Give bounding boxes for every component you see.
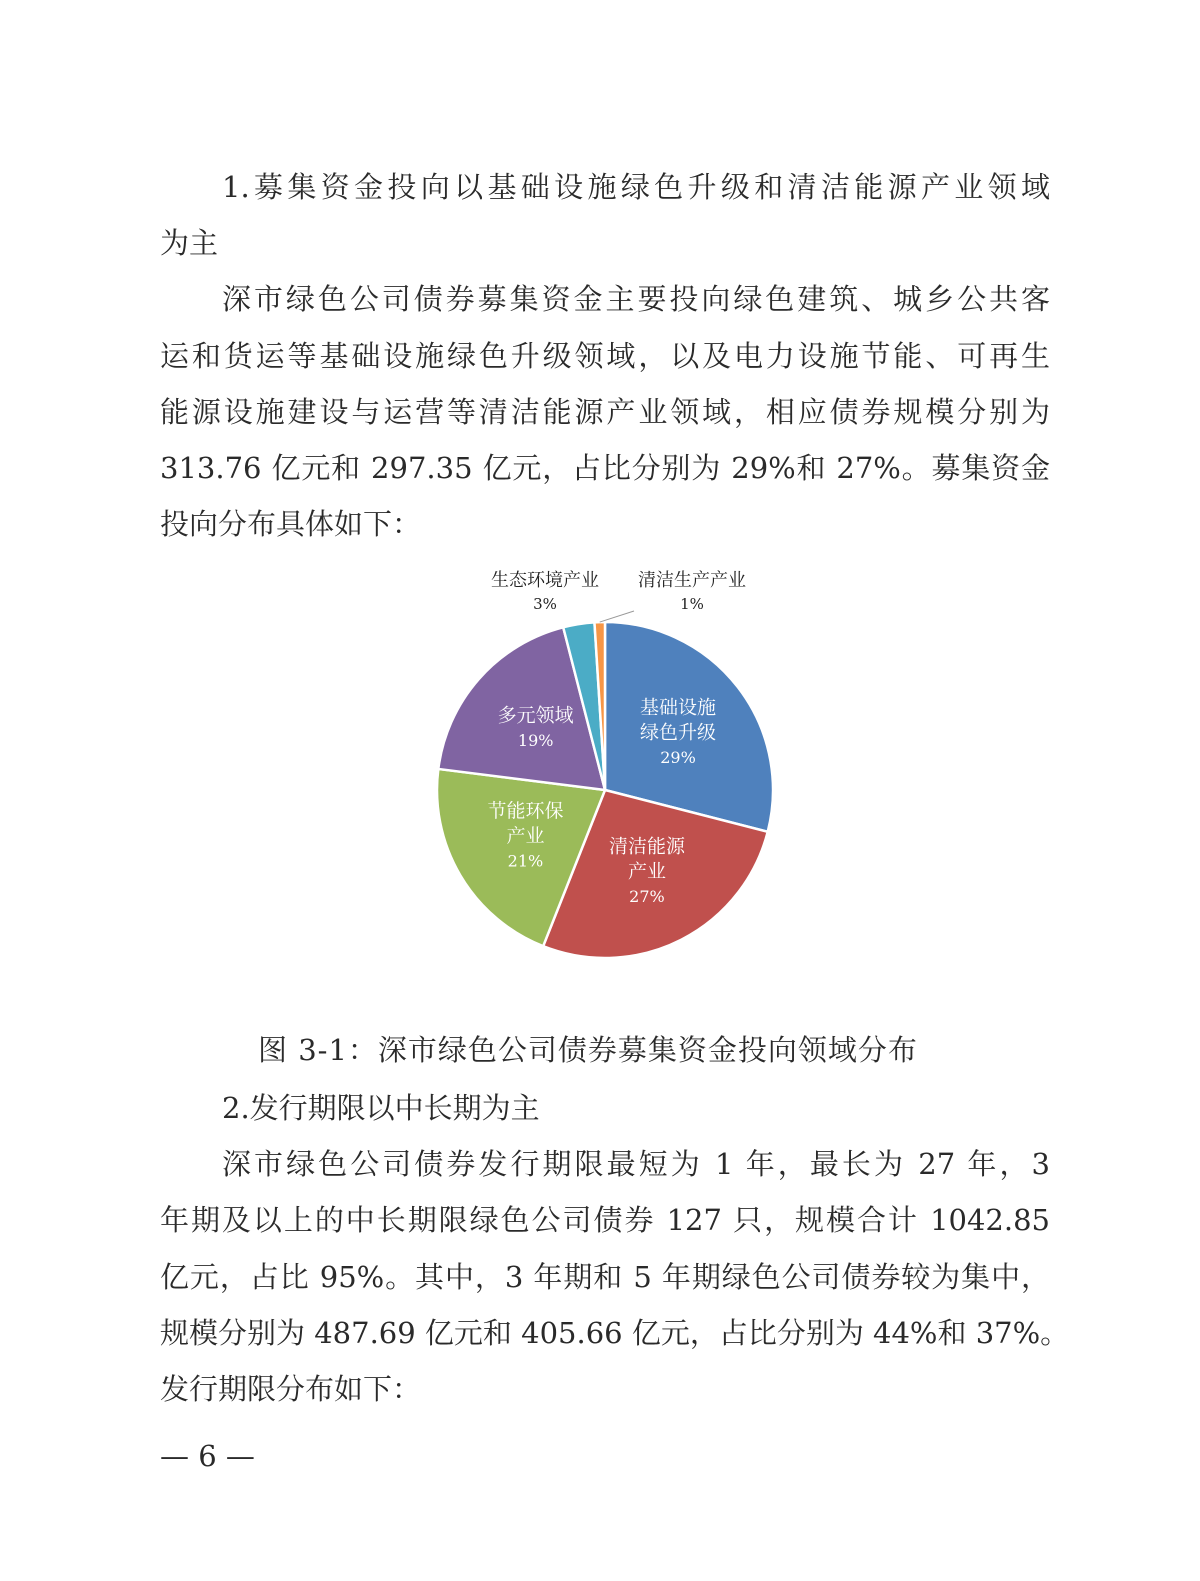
page-number: — 6 — <box>160 1439 255 1473</box>
section1-paragraph-line-4: 313.76 亿元和 297.35 亿元，占比分别为 29%和 27%。募集资金 <box>160 451 1050 485</box>
section1-paragraph-line-2: 运和货运等基础设施绿色升级领域，以及电力设施节能、可再生 <box>160 339 1050 373</box>
pie-percent-label: 21% <box>507 851 544 871</box>
pie-category-label: 清洁生产产业 <box>638 570 746 591</box>
section1-paragraph-line-1: 深市绿色公司债券募集资金主要投向绿色建筑、城乡公共客 <box>222 282 1050 316</box>
pie-percent-label: 27% <box>629 886 665 906</box>
section2-paragraph-line-4: 规模分别为 487.69 亿元和 405.66 亿元，占比分别为 44%和 37%。 <box>160 1316 1070 1350</box>
pie-slices <box>437 622 773 958</box>
pie-category-label: 多元领域 <box>497 704 574 727</box>
pie-percent-label: 3% <box>533 595 557 613</box>
section2-paragraph-line-1: 深市绿色公司债券发行期限最短为 1 年，最长为 27 年，3 <box>222 1147 1050 1181</box>
pie-category-label: 产业 <box>506 825 545 848</box>
pie-percent-label: 19% <box>517 730 554 750</box>
section1-heading-line-2: 为主 <box>160 226 219 260</box>
pie-category-label: 产业 <box>627 860 666 883</box>
pie-category-label: 绿色升级 <box>640 721 717 744</box>
pie-category-label: 生态环境产业 <box>491 570 599 591</box>
section2-heading: 2.发行期限以中长期为主 <box>222 1091 540 1125</box>
pie-percent-label: 1% <box>680 595 704 613</box>
pie-chart <box>420 565 800 975</box>
section1-paragraph-line-5: 投向分布具体如下： <box>160 507 422 541</box>
pie-leader-line <box>600 611 634 622</box>
section1-paragraph-line-3: 能源设施建设与运营等清洁能源产业领域，相应债券规模分别为 <box>160 395 1050 429</box>
pie-category-label: 清洁能源 <box>608 835 685 858</box>
pie-percent-label: 29% <box>660 747 696 767</box>
section2-paragraph-line-2: 年期及以上的中长期限绿色公司债券 127 只，规模合计 1042.85 <box>160 1203 1050 1237</box>
section2-paragraph-line-3: 亿元，占比 95%。其中，3 年期和 5 年期绿色公司债券较为集中， <box>160 1260 1050 1294</box>
figure-caption: 图 3-1：深市绿色公司债券募集资金投向领域分布 <box>258 1033 918 1067</box>
section2-paragraph-line-5: 发行期限分布如下： <box>160 1372 422 1406</box>
pie-category-label: 节能环保 <box>487 800 564 823</box>
pie-category-label: 基础设施 <box>640 696 717 719</box>
section1-heading-line-1: 1.募集资金投向以基础设施绿色升级和清洁能源产业领域 <box>222 170 1050 204</box>
